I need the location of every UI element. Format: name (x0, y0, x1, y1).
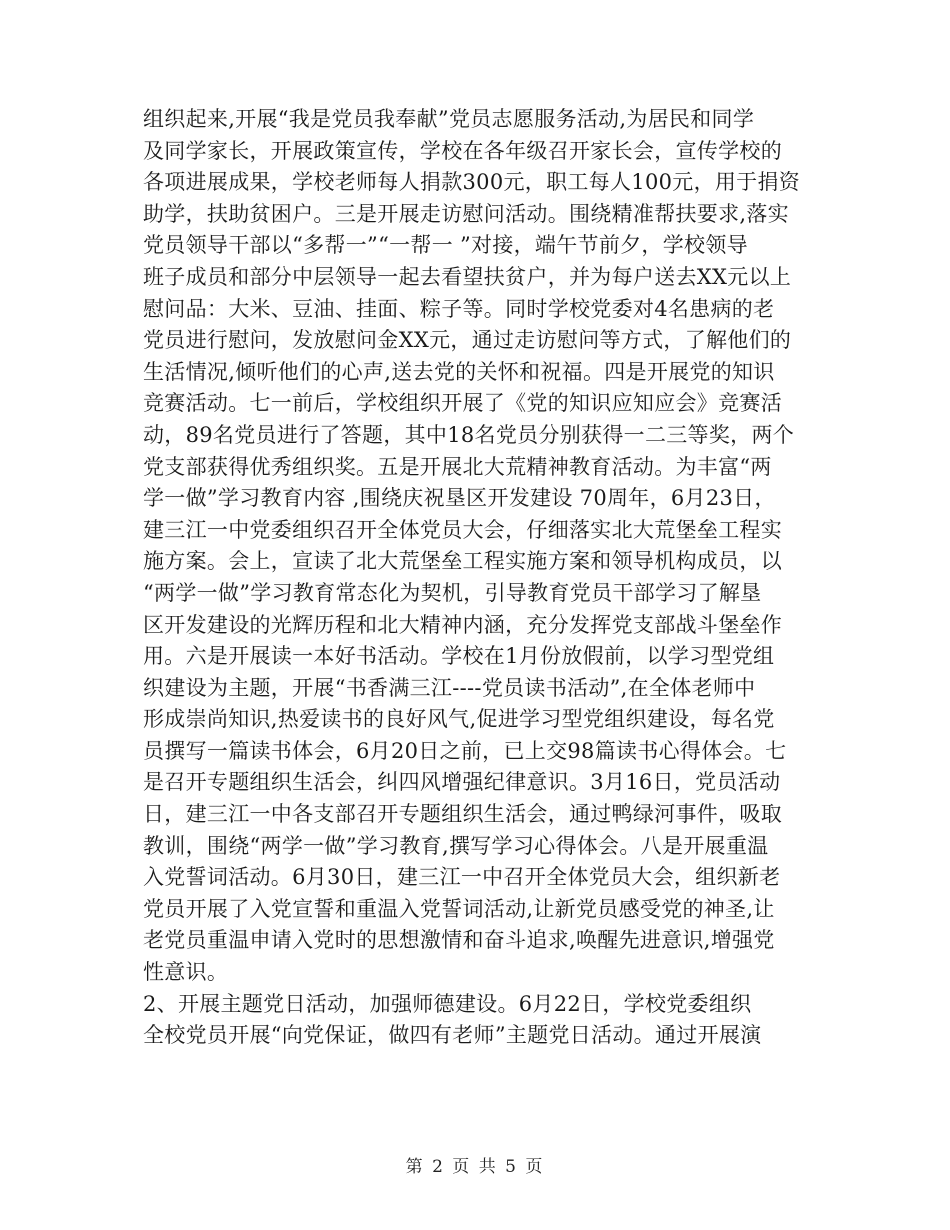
paragraph-theme-party-day: 2、开展主题党日活动，加强师德建设。6月22日，学校党委组织 全校党员开展“向党保证，做四有老师”主题党日活动。通过开展演 (143, 991, 762, 1048)
paragraph-activities-list: 组织起来,开展“我是党员我奉献”党员志愿服务活动,为居民和同学 及同学家长，开展政策宣传，学校在各年级召开家长会，宣传学校的 各项进展成果，学校老师每人捐款300元，职工每人100元，用于捐资 助学，扶助贫困户。三是开展走访慰问活动。围绕精准帮扶要求,落实 党员领导干部以“多帮一”“一帮一 ”对接，端午节前夕，学校领导 班子成员和部分中层领导一起去看望扶贫户，并为每户送去XX元以上 慰问品：大米、豆油、挂面、粽子等。同时学校党委对4名患病的老 党员进行慰问，发放慰问金XX元，通过走访慰问等方式，了解他们的 生活情况,倾听他们的心声,送去党的关怀和祝福。四是开展党的知识 竞赛活动。七一前后，学校组织开展了《党的知识应知应会》竞赛活 动，89名党员进行了答题，其中18名党员分别获得一二三等奖，两个 党支部获得优秀组织奖。五是开展北大荒精神教育活动。为丰富“两 学一做”学习教育内容 ,围绕庆祝垦区开发建设 70周年，6月23日， 建三江一中党委组织召开全体党员大会，仔细落实北大荒堡垒工程实 施方案。会上，宣读了北大荒堡垒工程实施方案和领导机构成员，以 “两学一做”学习教育常态化为契机，引导教育党员干部学习了解垦 区开发建设的光辉历程和北大精神内涵，充分发挥党支部战斗堡垒作 用。六是开展读一本好书活动。学校在1月份放假前，以学习型党组 织建设为主题，开展“书香满三江----党员读书活动”,在全体老师中 形成崇尚知识,热爱读书的良好风气,促进学习型党组织建设，每名党 员撰写一篇读书体会，6月20日之前，已上交98篇读书心得体会。七 是召开专题组织生活会，纠四风增强纪律意识。3月16日，党员活动 日，建三江一中各支部召开专题组织生活会，通过鸭绿河事件，吸取 教训，围绕“两学一做”学习教育,撰写学习心得体会。八是开展重温 入党誓词活动。6月30日，建三江一中召开全体党员大会，组织新老 党员开展了入党宣誓和重温入党誓词活动,让新党员感受党的神圣,让 老党员重温申请入党时的思想激情和奋斗追求,唤醒先进意识,增强党 性意识。 (143, 107, 801, 985)
body-text (143, 104, 815, 1052)
page-number-footer: 第 2 页 共 5 页 (405, 1157, 545, 1177)
